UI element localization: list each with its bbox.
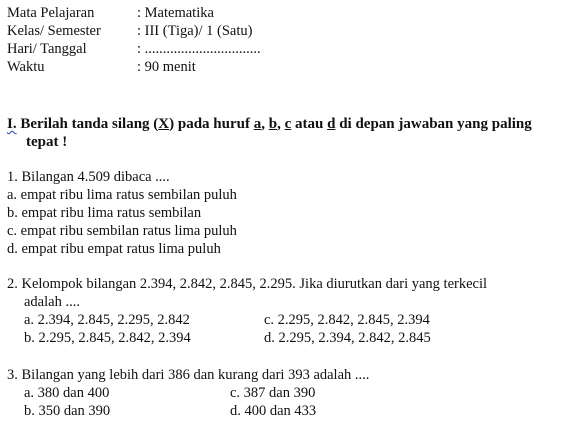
header-value-date: : ................................: [137, 41, 261, 57]
instruction-part: atau: [291, 116, 328, 132]
header-value-subject: : Matematika: [137, 5, 214, 21]
question-3-option-c: c. 387 dan 390: [230, 385, 316, 401]
header-label-time: Waktu: [7, 59, 45, 75]
question-3-option-b: b. 350 dan 390: [24, 403, 111, 419]
question-2-option-a: a. 2.394, 2.845, 2.295, 2.842: [24, 312, 190, 328]
section-instruction-line2: tepat !: [26, 134, 68, 150]
question-2-text: 2. Kelompok bilangan 2.394, 2.842, 2.845, 2.295. Jika diurutkan dari yang terkecil: [7, 276, 488, 292]
question-1-option-b: b. empat ribu lima ratus sembilan: [7, 205, 202, 221]
header-label-subject: Mata Pelajaran: [7, 5, 95, 21]
instruction-part: di depan jawaban yang paling: [335, 116, 532, 132]
instruction-letter-a: a: [253, 116, 262, 132]
section-instruction: [7, 115, 532, 133]
question-3-option-d: d. 400 dan 433: [230, 403, 317, 419]
question-1-option-a: a. empat ribu lima ratus sembilan puluh: [7, 187, 237, 203]
question-1-option-c: c. empat ribu sembilan ratus lima puluh: [7, 223, 237, 239]
question-2-option-c: c. 2.295, 2.842, 2.845, 2.394: [264, 312, 430, 328]
instruction-part: ,: [261, 116, 269, 132]
instruction-letter-b: b: [268, 116, 278, 132]
question-2-option-b: b. 2.295, 2.845, 2.842, 2.394: [24, 330, 191, 346]
question-1-text: 1. Bilangan 4.509 dibaca ....: [7, 169, 170, 185]
instruction-part: ,: [277, 116, 285, 132]
question-1-option-d: d. empat ribu empat ratus lima puluh: [7, 241, 221, 257]
instruction-letter-c: c: [284, 116, 292, 132]
header-value-class: : III (Tiga)/ 1 (Satu): [137, 23, 253, 39]
header-label-date: Hari/ Tanggal: [7, 41, 87, 57]
instruction-x: X: [158, 116, 170, 132]
question-3-text: 3. Bilangan yang lebih dari 386 dan kurang dari 393 adalah ....: [7, 367, 370, 383]
instruction-part: ) pada huruf: [169, 116, 254, 132]
section-roman: I.: [7, 116, 17, 132]
header-value-time: : 90 menit: [137, 59, 196, 75]
question-2-option-d: d. 2.295, 2.394, 2.842, 2.845: [264, 330, 431, 346]
instruction-letter-d: d: [327, 116, 336, 132]
header-label-class: Kelas/ Semester: [7, 23, 101, 39]
question-3-option-a: a. 380 dan 400: [24, 385, 110, 401]
instruction-part: Berilah tanda silang (: [16, 116, 159, 132]
question-2-text-line2: adalah ....: [24, 294, 80, 310]
